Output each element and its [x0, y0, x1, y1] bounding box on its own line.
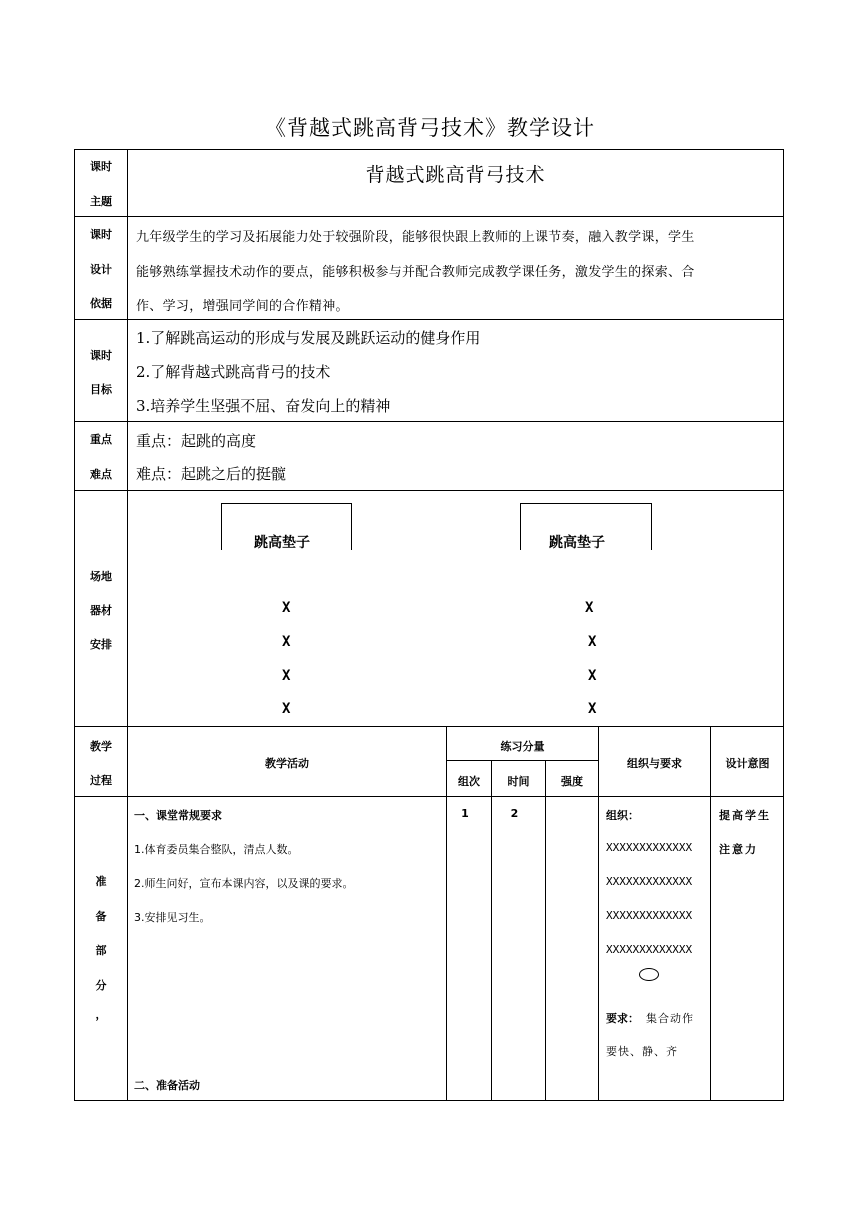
activity-item: 1.体育委员集合整队，清点人数。: [134, 843, 299, 856]
student-marker: X: [282, 668, 291, 684]
student-marker: X: [585, 600, 594, 616]
basis-text-line: 九年级学生的学习及拓展能力处于较强阶段，能够很快跟上教师的上课节奏，融入教学课，学生: [136, 230, 695, 245]
header-organization: 组织与要求: [627, 757, 682, 770]
activity-heading: 一、课堂常规要求: [134, 809, 222, 822]
venue-label-line: 场地: [90, 570, 112, 583]
student-marker: X: [282, 600, 291, 616]
header-activity: 教学活动: [265, 757, 309, 770]
topic-label-line: 课时: [90, 160, 112, 173]
high-jump-mat-label: 跳高垫子: [549, 535, 605, 551]
activity-heading: 二、准备活动: [134, 1079, 200, 1092]
objective-item: 1.了解跳高运动的形成与发展及跳跃运动的健身作用: [136, 329, 481, 347]
student-marker: X: [282, 634, 291, 650]
student-marker: X: [282, 701, 291, 717]
organization-label: 组织：: [606, 809, 639, 822]
basis-label-line: 依据: [90, 297, 112, 310]
student-marker: X: [588, 668, 597, 684]
teacher-position-marker: [639, 968, 659, 981]
requirements-label: 要求：: [606, 1012, 639, 1025]
process-label-line: 过程: [90, 774, 112, 787]
formation-row: XXXXXXXXXXXXX: [606, 875, 693, 888]
header-groups: 组次: [458, 775, 480, 788]
process-label-line: 教学: [90, 740, 112, 753]
requirements-line: 要快、静、齐: [606, 1045, 678, 1058]
section-label-char: 部: [95, 944, 107, 957]
row-divider: [74, 216, 784, 217]
section-label-char: 备: [95, 910, 107, 923]
venue-label-line: 器材: [90, 604, 112, 617]
keypoints-label-line: 难点: [90, 468, 112, 481]
basis-label-line: 课时: [90, 228, 112, 241]
header-practice: 练习分量: [500, 740, 545, 753]
topic-value: 背越式跳高背弓技术: [365, 164, 546, 186]
student-marker: X: [588, 701, 597, 717]
row-divider: [74, 319, 784, 320]
basis-text-line: 作、学习，增强同学间的合作精神。: [136, 299, 349, 314]
column-divider: [710, 726, 711, 1101]
header-intent: 设计意图: [725, 757, 770, 770]
formation-row: XXXXXXXXXXXXX: [606, 943, 693, 956]
column-divider: [598, 726, 599, 1101]
table-frame: [74, 149, 784, 1101]
difficult-point-item: 难点：起跳之后的挺髋: [136, 465, 287, 483]
intent-line: 注意力: [719, 843, 758, 856]
row-divider: [74, 796, 784, 797]
section-label-char: ，: [95, 1008, 107, 1021]
section-label-char: 分: [95, 979, 107, 992]
high-jump-mat-label: 跳高垫子: [254, 535, 310, 551]
formation-row: XXXXXXXXXXXXX: [606, 909, 693, 922]
activity-item: 2.师生问好，宣布本课内容，以及课的要求。: [134, 877, 354, 890]
keypoints-label-line: 重点: [90, 433, 112, 446]
formation-row: XXXXXXXXXXXXX: [606, 841, 693, 854]
header-subdivider: [446, 760, 598, 761]
objectives-label-line: 目标: [90, 383, 112, 396]
groups-value: 1: [461, 807, 469, 820]
time-value: 2: [510, 807, 519, 820]
column-divider: [545, 760, 546, 1101]
row-divider: [74, 421, 784, 422]
venue-label-line: 安排: [90, 638, 112, 651]
topic-label-line: 主题: [90, 195, 112, 208]
row-divider: [74, 490, 784, 491]
activity-item: 3.安排见习生。: [134, 911, 211, 924]
header-intensity: 强度: [561, 775, 583, 788]
requirements-line: 集合动作: [646, 1012, 694, 1025]
document-title: 《背越式跳高背弓技术》教学设计: [265, 116, 595, 140]
section-label-char: 准: [95, 875, 107, 888]
objectives-label-line: 课时: [90, 349, 112, 362]
row-divider: [74, 726, 784, 727]
intent-line: 提高学生: [719, 809, 771, 822]
student-marker: X: [588, 634, 597, 650]
label-column-divider: [127, 149, 128, 1101]
key-point-item: 重点：起跳的高度: [136, 432, 257, 450]
header-time: 时间: [507, 775, 530, 788]
objective-item: 2.了解背越式跳高背弓的技术: [136, 363, 331, 381]
basis-label-line: 设计: [90, 263, 112, 276]
basis-text-line: 能够熟练掌握技术动作的要点，能够积极参与并配合教师完成教学课任务，激发学生的探索、合: [136, 265, 695, 280]
objective-item: 3.培养学生坚强不屈、奋发向上的精神: [136, 397, 391, 415]
